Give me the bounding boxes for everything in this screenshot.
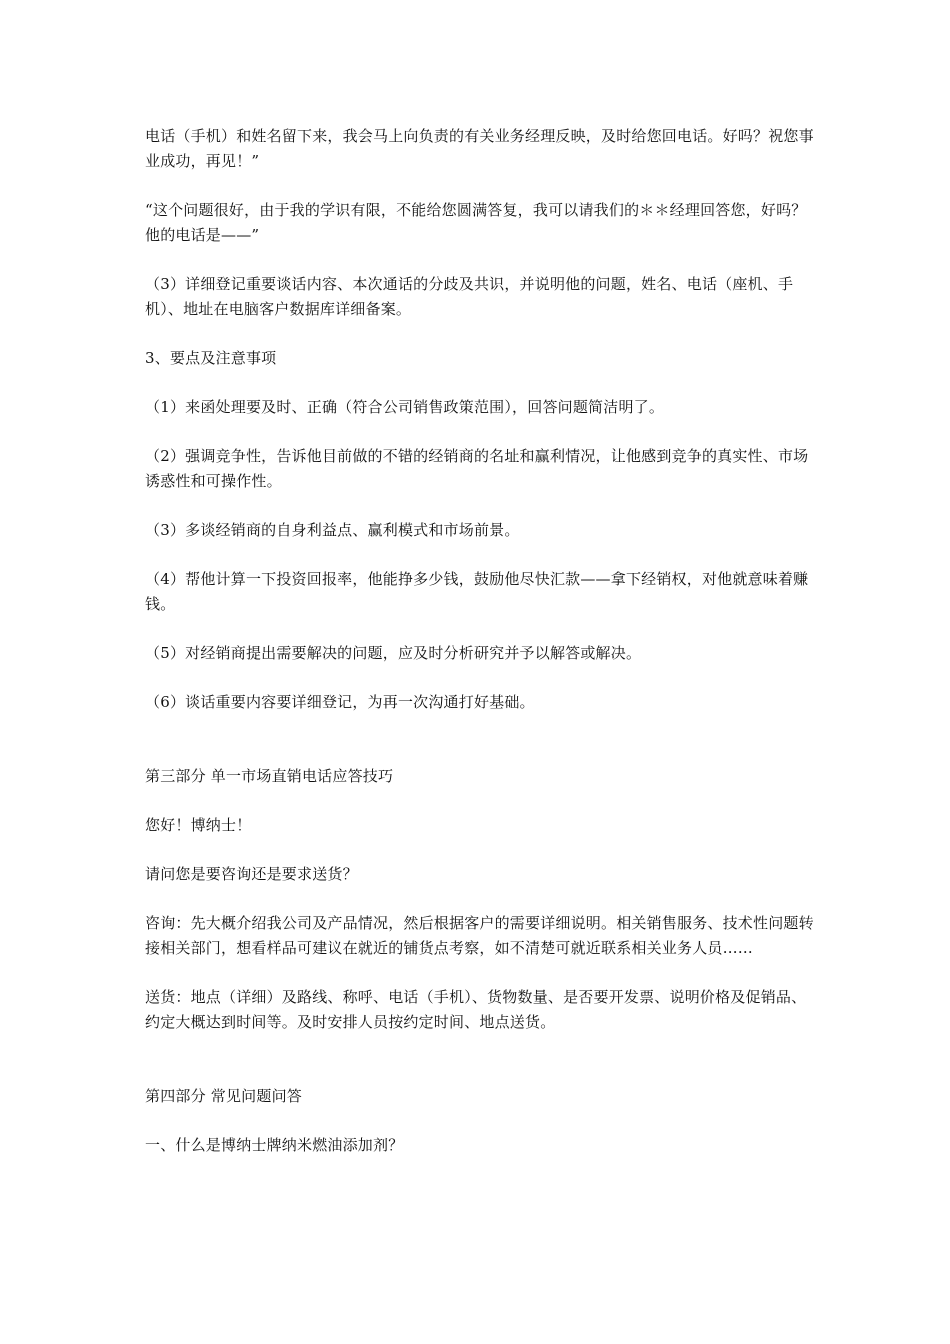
section-heading-part-3: 第三部分 单一市场直销电话应答技巧 — [145, 767, 394, 785]
section-heading-key-points: 3、要点及注意事项 — [145, 349, 277, 367]
paragraph-point-4: （4）帮他计算一下投资回报率，他能挣多少钱，鼓励他尽快汇款——拿下经销权，对他就意味着赚钱。 — [145, 570, 809, 613]
question-line: 请问您是要咨询还是要求送货？ — [145, 865, 358, 883]
paragraph-point-5: （5）对经销商提出需要解决的问题，应及时分析研究并予以解答或解决。 — [145, 644, 642, 662]
faq-question-1: 一、什么是博纳士牌纳米燃油添加剂？ — [145, 1136, 404, 1154]
section-heading-part-4: 第四部分 常见问题问答 — [145, 1087, 302, 1105]
paragraph-point-3: （3）多谈经销商的自身利益点、赢利模式和市场前景。 — [145, 521, 520, 539]
paragraph-delivery: 送货：地点（详细）及路线、称呼、电话（手机）、货物数量、是否要开发票、说明价格及促销品、约定大概达到时间等。及时安排人员按约定时间、地点送货。 — [145, 988, 807, 1031]
paragraph-consult: 咨询：先大概介绍我公司及产品情况，然后根据客户的需要详细说明。相关销售服务、技术性问题转接相关部门，想看样品可建议在就近的铺货点考察，如不清楚可就近联系相关业务人员…… — [145, 914, 814, 957]
greeting-line: 您好！博纳士！ — [145, 816, 252, 834]
paragraph-point-2: （2）强调竞争性，告诉他目前做的不错的经销商的名址和赢利情况，让他感到竞争的真实性、市场诱惑性和可操作性。 — [145, 447, 809, 490]
paragraph-point-6: （6）谈话重要内容要详细登记，为再一次沟通打好基础。 — [145, 693, 535, 711]
paragraph-1: 电话（手机）和姓名留下来，我会马上向负责的有关业务经理反映，及时给您回电话。好吗？祝您事业成功，再见！” — [145, 127, 814, 170]
paragraph-point-1: （1）来函处理要及时、正确（符合公司销售政策范围），回答问题简洁明了。 — [145, 398, 665, 416]
paragraph-2: “这个问题很好，由于我的学识有限，不能给您圆满答复，我可以请我们的＊＊经理回答您，好吗？他的电话是——” — [145, 201, 807, 244]
paragraph-3: （3）详细登记重要谈话内容、本次通话的分歧及共识，并说明他的问题，姓名、电话（座机、手机）、地址在电脑客户数据库详细备案。 — [145, 275, 794, 318]
document-body — [145, 124, 817, 1182]
